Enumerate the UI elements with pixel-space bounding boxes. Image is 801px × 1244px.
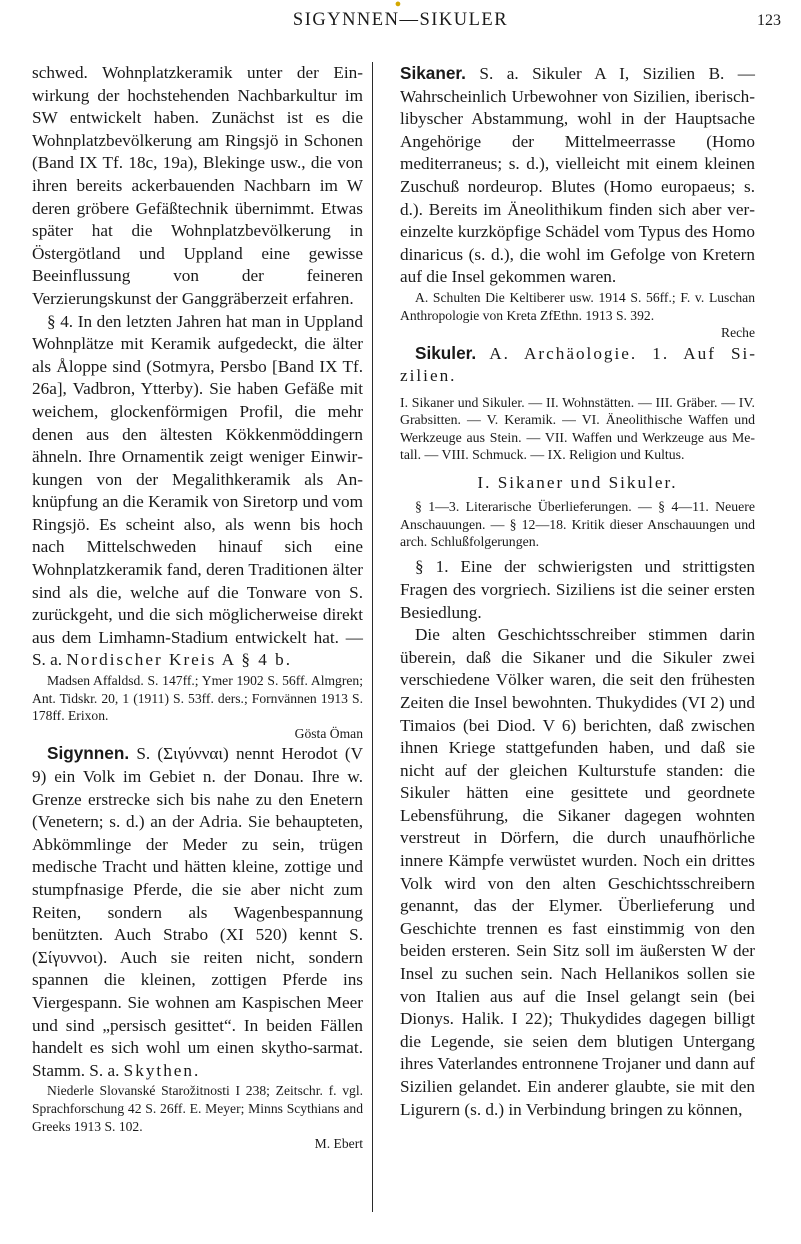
column-divider — [372, 62, 373, 1212]
table-of-contents: I. Sikaner und Sikuler. — II. Wohnstätten. — III. Gräber. — IV. Grabsitten. — V. Keramik. — VI. Äneolithische Waffen und Werkzeuge aus Stein. — VII. Waffen und Werkzeuge aus Metall. — VIII. Schmuck. — IX. Religion und Kultus. — [400, 394, 755, 463]
section-contents: § 1—3. Literarische Überlieferungen. — § 4—11. Neuere Anschauungen. — § 12—18. Kritik dieser Anschauungen und arch. Schlußfolgerungen. — [400, 499, 755, 549]
literature-note: A. Schulten Die Keltiberer usw. 1914 S. 56ff.; F. v. Luschan Anthropologie von Kreta ZfEthn. 1913 S. 392. — [400, 289, 755, 323]
entry-text-sigynnen: S. (Σιγύνναι) nennt Herodot (V 9) ein Volk im Gebiet n. der Donau. Ihre w. Grenze erstrecke sich bis nahe zu den Enetern (Venetern; s. d.) an der Adria. Sie behaupteten, Abkömmlinge der Meder zu sein, trügen medische Tracht und hätten kleine, zottige und stumpfnasige Pferde, die sie aber nicht zum Reiten, sondern als Wagenbespannung benützten. Auch Strabo (XI 520) kennt S. (Σίγυννοι). Auch sie reiten nicht, sondern spannen die kleinen, zottigen Pferde ins Viergespann. Sie wohnen am Kaspischen Meer und sind „persisch gesittet“. In beiden Fällen handelt es sich wohl um einen skytho-sarmat. Stamm. S. a. — [32, 744, 363, 1080]
page-number: 123 — [757, 12, 781, 29]
entry-sikaner — [400, 62, 755, 289]
paragraph-section-4 — [32, 311, 363, 673]
author-signature: M. Ebert — [314, 1136, 363, 1152]
literature-note: Madsen Affaldsd. S. 147ff.; Ymer 1902 S. 56ff. Almgren; Ant. Tidskr. 20, 1 (1911) S. 53ff. ders.; Fornvännen 1913 S. 178ff. Erixon. — [32, 673, 363, 724]
literature-note: Niederle Slovanské Starožitnosti I 238; Zeitschr. f. vgl. Sprachforschung 42 S. 26ff. E. Meyer; Minns Scythians and Greeks 1913 S. 102. — [32, 1083, 363, 1134]
entry-text-sikaner: S. a. Sikuler A I, Sizilien B. — Wahrscheinlich Urbewohner von Sizilien, iberisch-libyscher Abstammung, wohl in der Hauptsache Angehörige der Mittelmeerrasse (Homo mediterraneus; s. d.), vielleicht mit einem kleinen Zuschuß nordeurop. Blutes (Homo europaeus; s. d.). Bereits im Äneolithikum finden sich aber vereinzelte kurzköpfige Schädel vom Typus des Homo dinaricus (s. d.), die wohl im Gefolge von Kretern auf die Insel gekommen waren. — [400, 64, 755, 287]
entry-subheading-sikuler: A. Archäologie. 1. Auf Sizilien. — [400, 343, 756, 386]
cross-reference-nordischer-kreis: Nordischer Kreis A § 4 b. — [66, 650, 293, 670]
paragraph-wohnplatzkeramik: schwed. Wohnplatzkeramik unter der Einwirkung der hochstehenden Nachbarkultur im SW entwickelt haben. Zunächst ist es die Wohnplatzbevölkerung am Ringsjö in Schonen (Band IX Tf. 18c, 19a), Blekinge usw., die von ihren bereits ackerbauenden Nachbarn im W deren gröbere Gefäßtechnik übernimmt. Etwas später hat die Wohnplatzbevölkerung in Östergötland und Uppland eine gewisse Beeinflussung von der feineren Verzierungskunst der Ganggräberzeit erfahren. — [32, 63, 363, 308]
paragraph-historians: Die alten Geschichtsschreiber stimmen darin überein, daß die Sikaner und die Sikuler zwei verschiedene Völker waren, die seit den frühesten Zeiten die Insel bewohnten. Thukydides (VI 2) und Timaios (bei Diod. V 6) berichten, daß zwischen ihnen Kriege stattgefunden haben, und daß sie nicht auf der gleichen Kulturstufe standen: die Sikuler hätten eine gesittete und geordnete Lebensführung, die Sikaner dagegen wohnten verstreut in Dörfern, die durch unaufhörliche innere Kämpfe verwüstet wurden. Noch ein drittes Volk wird von den alten Geschichtsschreibern genannt, das der Elymer. Überlieferung und Geschichte trennen es fast einstimmig von den beiden ersteren. Sein Sitz soll im äußersten W der Insel zu suchen sein. Nach Hellanikos sollen sie von Italien aus auf die Insel gelangt sein (bei Dionys. Halik. I 22); Thukydides dagegen billigt die Legende, sie seien dem blutigen Untergang ihres Vaterlandes entronnene Trojaner und dann auf Sizilien gelandet. Ein anderer glaubte, sie mit den Ligurern (s. d.) in Verbindung bringen zu können, — [400, 625, 755, 1119]
entry-sigynnen — [32, 742, 363, 1082]
page-header — [0, 0, 801, 40]
entry-sikuler — [400, 342, 755, 388]
left-column — [32, 62, 363, 1153]
author-signature: Gösta Öman — [294, 725, 363, 741]
section-heading: I. Sikaner und Sikuler. — [477, 472, 678, 492]
author-signature: Reche — [721, 325, 755, 341]
entry-heading-sigynnen: Sigynnen. — [47, 743, 130, 764]
entry-heading-sikaner: Sikaner. — [400, 63, 466, 83]
cross-reference-skythen: Skythen. — [123, 1060, 201, 1080]
right-column — [400, 62, 755, 1121]
entry-heading-sikuler: Sikuler. — [415, 342, 477, 363]
paragraph-section-1: § 1. Eine der schwierigsten und strittigsten Fragen des vorgriech. Siziliens ist die seiner ersten Besiedlung. — [400, 557, 755, 622]
section-4-text: § 4. In den letzten Jahren hat man in Uppland Wohnplätze mit Keramik aufgedeckt, die älter als Åloppe sind (Sotmyra, Persbo [Band IX Tf. 26a], Vadbron, Ytterby). Sie haben Gefäße mit weichem, glockenförmigen Profil, die mehr denen aus den ältesten Kökkenmöddingern ähneln. Ihre Ornamentik zeigt weniger Einwirkungen von der Megalithkeramik als Anknüpfung an die Keramik von Siretorp und vom Ringsjö. Es scheint also, als wenn bis hoch nach Mittelschweden hinauf sich eine Wohnplatzkeramik fand, deren Traditionen älter sind als die, welche auf die Tonware von S. zurückgeht, und die sich möglicherweise direkt aus dem Limhamn-Stadium entwickelt hat. — S. a. — [32, 311, 363, 670]
running-head: SIGYNNEN—SIKULER — [292, 10, 509, 30]
decoration-dot-icon: ● — [394, 0, 402, 10]
